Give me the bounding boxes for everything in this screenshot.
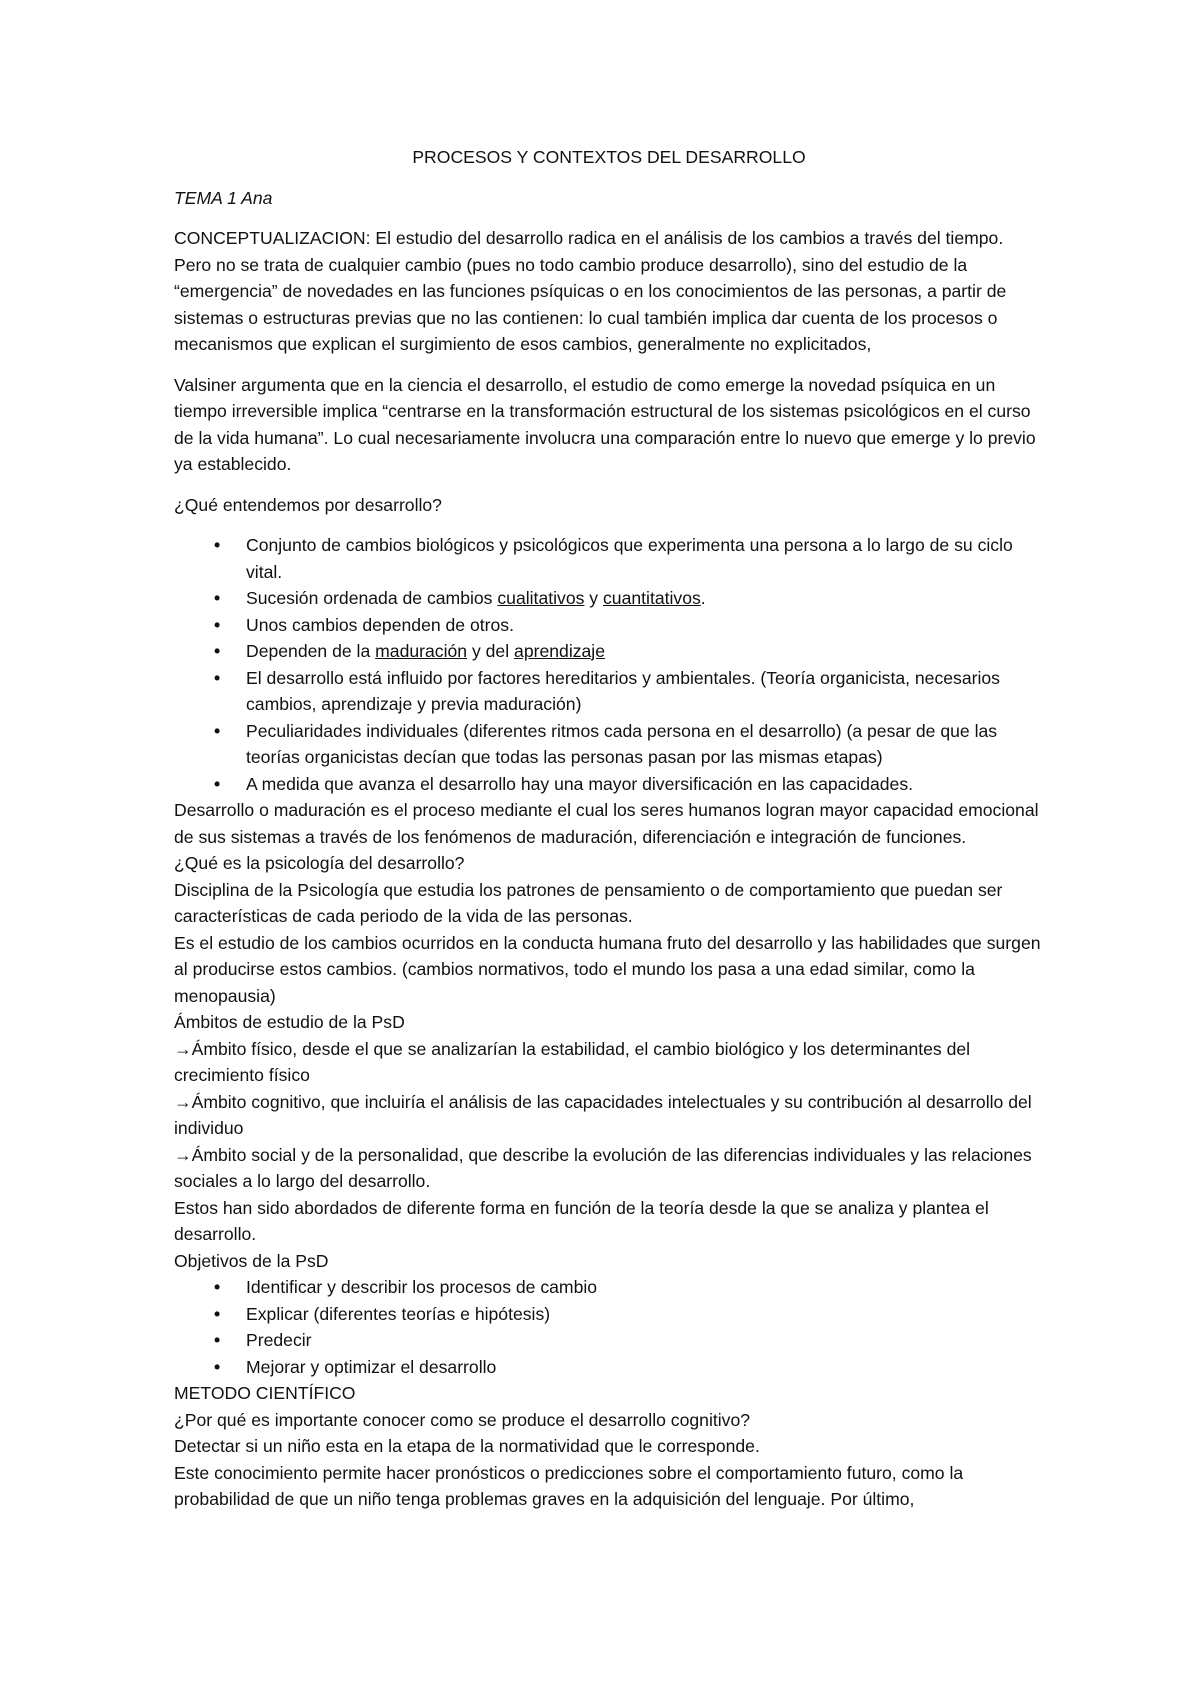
list-item-text: . xyxy=(700,588,706,608)
ambito-social: →Ámbito social y de la personalidad, que describe la evolución de las diferencias individuales y las relaciones sociales a lo largo del desarrollo. xyxy=(174,1144,1032,1191)
disciplina-paragraph: Disciplina de la Psicología que estudia los patrones de pensamiento o de comportamiento que puedan ser características de cada periodo de la vida de las personas. xyxy=(174,879,1003,926)
underlined-term: cuantitativos xyxy=(603,588,701,608)
abordados-paragraph: Estos han sido abordados de diferente forma en función de la teoría desde la que se analiza y plantea el desarrollo. xyxy=(174,1197,989,1244)
metodo-heading: METODO CIENTÍFICO xyxy=(174,1383,356,1403)
detectar-paragraph: Detectar si un niño esta en la etapa de la normatividad que le corresponde. xyxy=(174,1436,760,1456)
underlined-term: maduración xyxy=(375,641,468,661)
ambito-fisico: →Ámbito físico, desde el que se analizarían la estabilidad, el cambio biológico y los determinantes del crecimiento físico xyxy=(174,1038,971,1085)
list-item: • Mejorar y optimizar el desarrollo xyxy=(174,1354,1044,1381)
question-desarrollo: ¿Qué entendemos por desarrollo? xyxy=(174,494,442,515)
list-item: • Unos cambios dependen de otros. xyxy=(174,612,1044,639)
list-item: • El desarrollo está influido por factores hereditarios y ambientales. (Teoría organicista, necesarios cambios, aprendizaje y previa maduración) xyxy=(174,665,1044,718)
list-item-text: y del xyxy=(467,641,515,661)
list-item: • A medida que avanza el desarrollo hay una mayor diversificación en las capacidades. xyxy=(174,771,1044,798)
list-item xyxy=(174,585,1044,612)
list-item: • Identificar y describir los procesos de cambio xyxy=(174,1274,1044,1301)
list-item: • Predecir xyxy=(174,1327,1044,1354)
document-page xyxy=(174,144,1044,1513)
topic-author: TEMA 1 Ana xyxy=(174,187,273,208)
valsiner-paragraph: Valsiner argumenta que en la ciencia el desarrollo, el estudio de como emerge la novedad psíquica en un tiempo irreversible implica “centrarse en la transformación estructural de los sistemas psicológicos en el curso de la vida humana”. Lo cual necesariamente involucra una comparación entre lo nuevo que emerge y lo previo ya establecido. xyxy=(174,374,1036,474)
list-item: • Conjunto de cambios biológicos y psicológicos que experimenta una persona a lo largo de su ciclo vital. xyxy=(174,532,1044,585)
ambitos-heading: Ámbitos de estudio de la PsD xyxy=(174,1012,405,1032)
document-title: PROCESOS Y CONTEXTOS DEL DESARROLLO xyxy=(412,147,806,167)
question-psicologia: ¿Qué es la psicología del desarrollo? xyxy=(174,853,465,873)
pronosticos-paragraph: Este conocimiento permite hacer pronósticos o predicciones sobre el comportamiento futuro, como la probabilidad de que un niño tenga problemas graves en la adquisición del lenguaje. Por último, xyxy=(174,1462,964,1509)
list-item: • Peculiaridades individuales (diferentes ritmos cada persona en el desarrollo) (a pesar de que las teorías organicistas decían que todas las personas pasan por las mismas etapas) xyxy=(174,718,1044,771)
question-cognitivo: ¿Por qué es importante conocer como se produce el desarrollo cognitivo? xyxy=(174,1409,751,1430)
objetivos-bullet-list xyxy=(174,1274,1044,1380)
list-item xyxy=(174,638,1044,665)
underlined-term: aprendizaje xyxy=(514,641,605,661)
list-item-text: Sucesión ordenada de cambios xyxy=(246,588,498,608)
conceptualizacion-paragraph: CONCEPTUALIZACION: El estudio del desarrollo radica en el análisis de los cambios a través del tiempo. Pero no se trata de cualquier cambio (pues no todo cambio produce desarrollo), sino del estudio de la “emergencia” de novedades en las funciones psíquicas o en los conocimientos de las personas, a partir de sistemas o estructuras previas que no las contienen: lo cual también implica dar cuenta de los procesos o mecanismos que explican el surgimiento de esos cambios, generalmente no explicitados, xyxy=(174,228,1007,354)
underlined-term: cualitativos xyxy=(497,588,585,608)
ambito-cognitivo: →Ámbito cognitivo, que incluiría el análisis de las capacidades intelectuales y su contribución al desarrollo del individuo xyxy=(174,1091,1032,1138)
estudio-cambios-paragraph: Es el estudio de los cambios ocurridos en la conducta humana fruto del desarrollo y las habilidades que surgen al producirse estos cambios. (cambios normativos, todo el mundo los pasa a una edad similar, como la menopausia) xyxy=(174,932,1041,1006)
desarrollo-bullet-list xyxy=(174,532,1044,797)
maduracion-paragraph: Desarrollo o maduración es el proceso mediante el cual los seres humanos logran mayor capacidad emocional de sus sistemas a través de los fenómenos de maduración, diferenciación e integración de funciones. xyxy=(174,800,1039,847)
objetivos-heading: Objetivos de la PsD xyxy=(174,1250,329,1271)
list-item-text: y xyxy=(584,588,603,608)
list-item-text: Dependen de la xyxy=(246,641,376,661)
list-item: • Explicar (diferentes teorías e hipótesis) xyxy=(174,1301,1044,1328)
